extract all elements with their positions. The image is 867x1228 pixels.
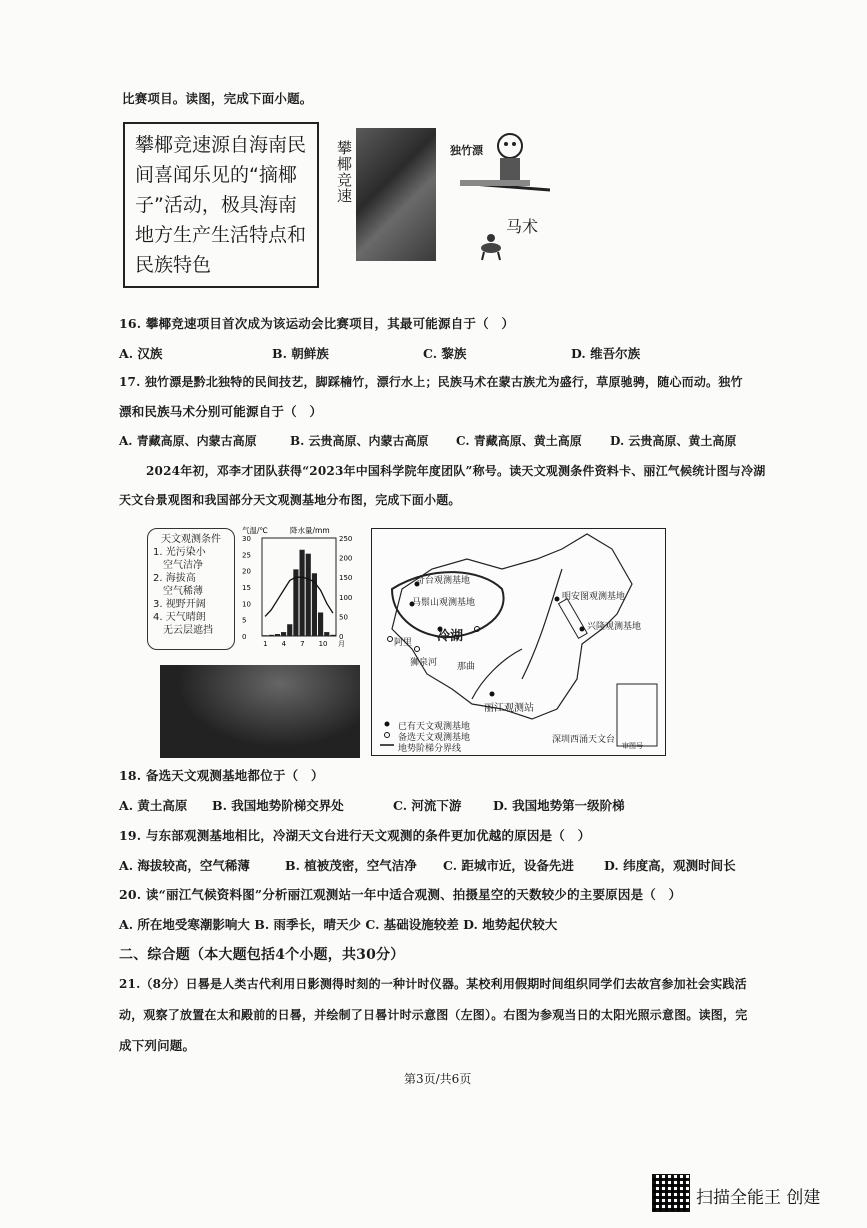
condition-item: 空气洁净 — [163, 560, 203, 571]
map-label-lijiang: 丽江观测站 — [484, 703, 534, 714]
coconut-race-label: 攀椰竞速 — [335, 140, 353, 204]
map-label-nagqu: 那曲 — [457, 662, 476, 672]
condition-item: 无云层遮挡 — [163, 625, 213, 636]
page-number: 第3页/共6页 — [404, 1072, 472, 1086]
map-label-shenzhen: 深圳西涌天文台 — [552, 735, 616, 745]
q21-line3: 成下列问题。 — [119, 1038, 196, 1053]
coconut-climbing-photo — [356, 128, 436, 261]
q16-option-b[interactable]: B. 朝鲜族 — [272, 346, 329, 361]
precip-bar — [330, 635, 335, 636]
passage-line2: 天文台景观图和我国部分天文观测基地分布图，完成下面小题。 — [119, 493, 461, 507]
intro-box-text: 攀椰竞速源自海南民间喜闻乐见的“摘椰子”活动，极具海南地方生产生活特点和民族特色 — [135, 134, 307, 276]
scanner-brand: 扫描全能王 创建 — [696, 1188, 821, 1208]
q16-option-d[interactable]: D. 维吾尔族 — [571, 346, 641, 361]
precip-tick: 150 — [339, 574, 353, 583]
map-label-xinglong: 兴隆观测基地 — [587, 622, 642, 632]
month-tick: 月 — [338, 640, 345, 648]
bamboo-label: 独竹漂 — [450, 144, 483, 157]
q18-option-d[interactable]: D. 我国地势第一级阶梯 — [493, 798, 625, 813]
precip-bar — [306, 554, 311, 636]
precip-axis-title: 降水量/mm — [290, 526, 330, 535]
month-tick: 1 — [263, 640, 268, 648]
precip-tick: 200 — [339, 554, 353, 563]
q19-option-b[interactable]: B. 植被茂密，空气洁净 — [285, 858, 417, 873]
intro-text-box — [123, 122, 319, 288]
q19-stem: 19. 与东部观测基地相比，冷湖天文台进行天文观测的条件更加优越的原因是（ ） — [119, 828, 591, 843]
q17-option-b[interactable]: B. 云贵高原、内蒙古高原 — [290, 434, 429, 448]
map-label-mazong: 马鬃山观测基地 — [412, 598, 476, 608]
temperature-line — [265, 577, 333, 616]
intro-line: 比赛项目。读图，完成下面小题。 — [122, 91, 313, 106]
q17-option-c[interactable]: C. 青藏高原、黄土高原 — [456, 434, 582, 448]
q18-option-b[interactable]: B. 我国地势阶梯交界处 — [212, 798, 344, 813]
legend-existing: 已有天文观测基地 — [398, 722, 471, 732]
map-label-qitai: 奇台观测基地 — [416, 576, 471, 586]
q21-line1: 21.（8分）日晷是人类古代利用日影测得时刻的一种计时仪器。某校利用假期时间组织同学们去故宫参加社会实践活 — [119, 977, 747, 991]
precip-bar — [300, 550, 305, 636]
map-label-ali: 阿里 — [394, 638, 413, 648]
map-stamp: 审图号 — [622, 742, 643, 750]
precip-bar — [318, 612, 323, 636]
q19-option-c[interactable]: C. 距城市近，设备先进 — [443, 858, 574, 873]
qr-code-icon — [652, 1174, 690, 1212]
horse-label: 马术 — [506, 217, 539, 236]
temp-axis-title: 气温/℃ — [242, 526, 268, 535]
q17-option-d[interactable]: D. 云贵高原、黄土高原 — [610, 434, 737, 448]
q16-option-c[interactable]: C. 黎族 — [423, 346, 467, 361]
temp-tick: 15 — [242, 584, 251, 592]
q21-line2: 动，观察了放置在太和殿前的日晷，并绘制了日晷计时示意图（左图）。右图为参观当日的太阳光照示意图。读图，完 — [119, 1008, 748, 1022]
precip-tick: 100 — [339, 593, 353, 602]
horse-cartoon — [476, 232, 506, 262]
temp-tick: 20 — [242, 567, 251, 576]
condition-item: 空气稀薄 — [163, 586, 203, 597]
q16-option-a[interactable]: A. 汉族 — [119, 346, 163, 361]
condition-item: 4. 天气晴朗 — [153, 612, 206, 623]
section2-title: 二、综合题（本大题包括4个小题，共30分） — [119, 947, 405, 963]
q16-stem: 16. 攀椰竞速项目首次成为该运动会比赛项目，其最可能源自于（ ） — [119, 316, 515, 331]
precip-bar — [293, 569, 298, 636]
precip-tick: 0 — [339, 633, 344, 641]
q18-stem: 18. 备选天文观测基地都位于（ ） — [119, 768, 324, 783]
condition-item: 3. 视野开阔 — [153, 599, 206, 610]
lijiang-climate-chart — [240, 524, 358, 664]
chart-frame — [262, 538, 336, 636]
observation-conditions-card — [147, 528, 235, 650]
q20-stem: 20. 读“丽江气候资料图”分析丽江观测站一年中适合观测、拍摄星空的天数较少的主要原因是（ ） — [119, 887, 682, 902]
temp-tick: 25 — [242, 551, 251, 560]
map-label-lenghu: 冷湖 — [437, 629, 464, 644]
condition-item: 2. 海拔高 — [153, 573, 196, 584]
month-tick: 4 — [281, 640, 287, 648]
map-label-mingan: 明安图观测基地 — [562, 592, 626, 602]
precip-bar — [275, 634, 280, 636]
precip-bar — [269, 635, 274, 636]
q20-options[interactable]: A. 所在地受寒潮影响大 B. 雨季长，晴天少 C. 基础设施较差 D. 地势起伏较大 — [119, 917, 558, 932]
lenghu-observatory-photo — [160, 665, 360, 758]
temp-tick: 0 — [242, 633, 247, 641]
precip-bar — [324, 632, 329, 636]
legend-candidate: 备选天文观测基地 — [398, 733, 471, 743]
q18-option-a[interactable]: A. 黄土高原 — [119, 798, 188, 813]
month-tick: 10 — [318, 640, 328, 648]
precip-tick: 50 — [339, 613, 348, 622]
temp-tick: 10 — [242, 600, 251, 609]
temp-tick: 5 — [242, 616, 247, 625]
precip-tick: 250 — [339, 535, 353, 543]
precip-bar — [263, 635, 268, 636]
q17-stem-line1: 17. 独竹漂是黔北独特的民间技艺，脚踩楠竹，漂行水上；民族马术在蒙古族尤为盛行，草原驰骋，随心而动。独竹 — [119, 375, 743, 389]
q19-option-d[interactable]: D. 纬度高，观测时间长 — [604, 858, 736, 873]
temp-tick: 30 — [242, 535, 251, 543]
map-label-shiquanhe: 狮泉河 — [410, 658, 438, 668]
q17-option-a[interactable]: A. 青藏高原、内蒙古高原 — [119, 434, 257, 448]
conditions-title: 天文观测条件 — [161, 534, 221, 545]
china-observatory-map — [371, 528, 666, 756]
condition-item: 1. 光污染小 — [153, 547, 206, 558]
q18-option-c[interactable]: C. 河流下游 — [393, 798, 462, 813]
precip-bar — [287, 624, 292, 636]
passage-line1: 2024年初，邓李才团队获得“2023年中国科学院年度团队”称号。读天文观测条件资料卡、丽江气候统计图与冷湖 — [146, 464, 766, 478]
month-tick: 7 — [300, 640, 305, 648]
precip-bar — [281, 632, 286, 636]
legend-boundary: 地势阶梯分界线 — [398, 744, 462, 754]
q19-option-a[interactable]: A. 海拔较高，空气稀薄 — [119, 858, 250, 873]
bamboo-drifting-cartoon — [440, 128, 550, 198]
q17-stem-line2: 漂和民族马术分别可能源自于（ ） — [119, 404, 323, 419]
